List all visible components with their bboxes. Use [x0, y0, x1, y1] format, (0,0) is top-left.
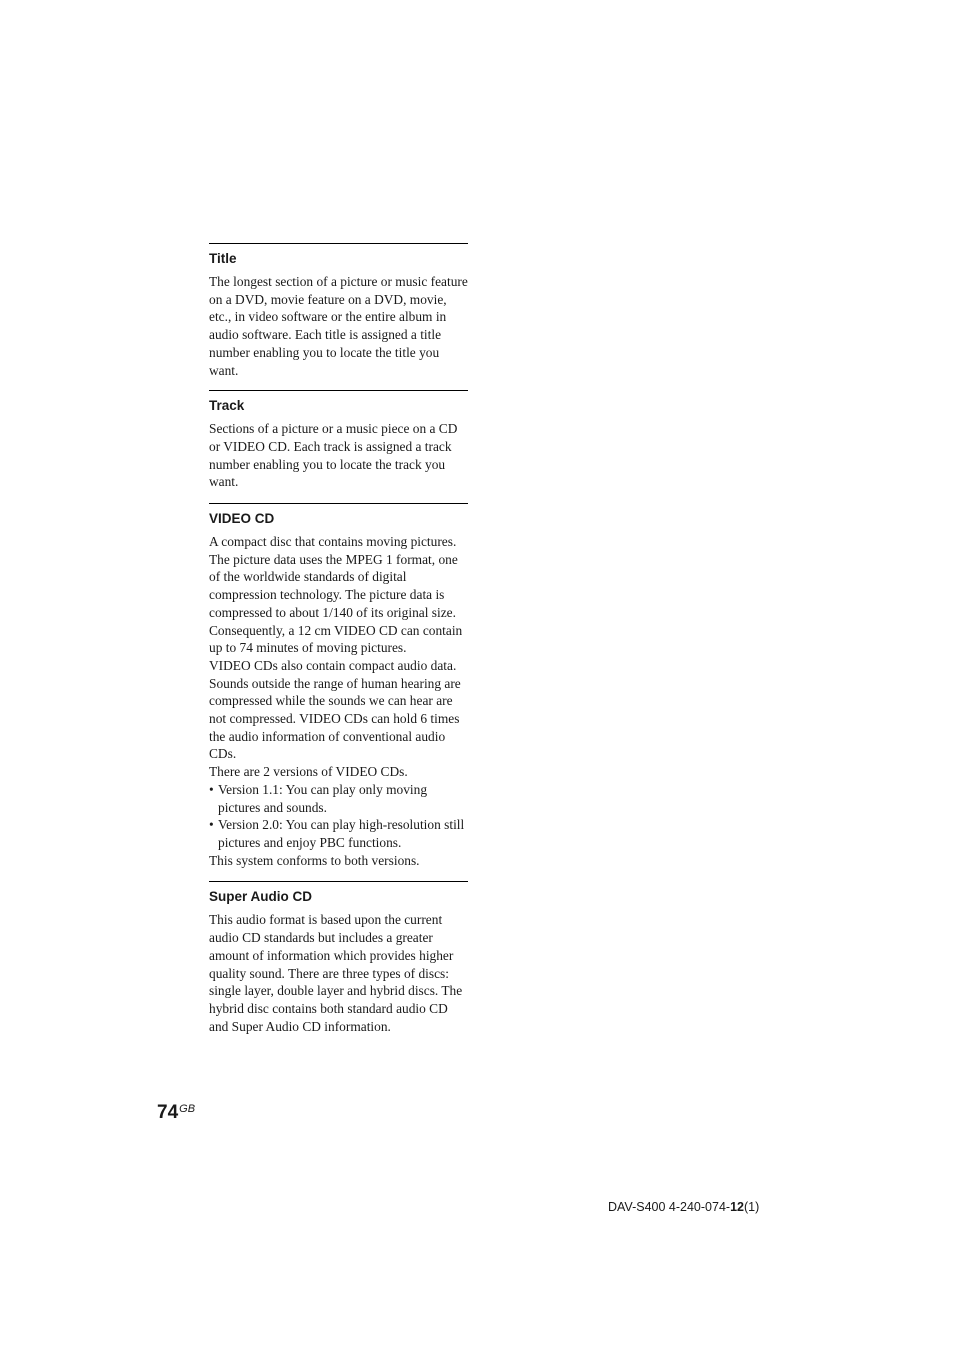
entry-paragraph: The picture data uses the MPEG 1 format, one of the worldwide standards of digital compression technology. The picture data is compressed to about 1/140 of its original size. Consequently, a 12 cm VIDEO CD can contain up to 74 minutes of moving pictures.	[209, 551, 463, 656]
doc-code-prefix: DAV-S400 4-240-074-	[608, 1200, 731, 1214]
entry-paragraph: There are 2 versions of VIDEO CDs.	[209, 764, 408, 780]
doc-code-suffix: (1)	[743, 1200, 760, 1214]
page-number-value: 74	[157, 1102, 179, 1123]
entry-paragraph: This audio format is based upon the current audio CD standards but includes a greater amount of information which provides higher quality sound. There are three types of discs: single layer, double layer and hybrid discs. The hybrid disc contains both standard audio CD and Super Audio CD information.	[209, 912, 463, 1034]
bullet-text: Version 1.1: You can play only moving pictures and sounds.	[218, 781, 428, 815]
doc-code-bold: 12	[730, 1200, 744, 1214]
entry-heading: VIDEO CD	[209, 511, 275, 527]
entry-paragraph: This system conforms to both versions.	[209, 852, 420, 868]
glossary-entry-video-cd	[209, 503, 468, 869]
entry-paragraph: The longest section of a picture or music feature on a DVD, movie feature on a DVD, movie, etc., in video software or the entire album in audio software. Each title is assigned a title number enabling you to locate the title you want.	[209, 274, 468, 378]
entry-body	[209, 273, 468, 379]
entry-paragraph: Sections of a picture or a music piece on a CD or VIDEO CD. Each track is assigned a track number enabling you to locate the track you want.	[209, 421, 458, 490]
glossary-column	[209, 243, 468, 1035]
document-code	[608, 1199, 759, 1215]
bullet-symbol: •	[209, 781, 214, 797]
entry-body	[209, 420, 468, 491]
bullet-text: Version 2.0: You can play high-resolution still pictures and enjoy PBC functions.	[218, 817, 465, 850]
bullet-symbol: •	[209, 817, 214, 833]
glossary-entry-super-audio-cd	[209, 881, 468, 1035]
entry-heading: Title	[209, 251, 237, 266]
list-item	[209, 816, 468, 851]
page-number	[157, 1098, 195, 1124]
entry-paragraph: A compact disc that contains moving pictures.	[209, 534, 457, 550]
entry-heading: Track	[209, 398, 245, 414]
glossary-entry-track	[209, 390, 468, 491]
list-item	[209, 781, 468, 816]
entry-body	[209, 533, 468, 869]
glossary-entry-title	[209, 243, 468, 379]
entry-body	[209, 911, 468, 1035]
entry-heading: Super Audio CD	[209, 889, 312, 905]
page-number-suffix: GB	[179, 1103, 196, 1115]
entry-paragraph: VIDEO CDs also contain compact audio data. Sounds outside the range of human hearing are compressed while the sounds we can hear are not compressed. VIDEO CDs can hold 6 times the audio information of conventional audio CDs.	[209, 657, 461, 762]
